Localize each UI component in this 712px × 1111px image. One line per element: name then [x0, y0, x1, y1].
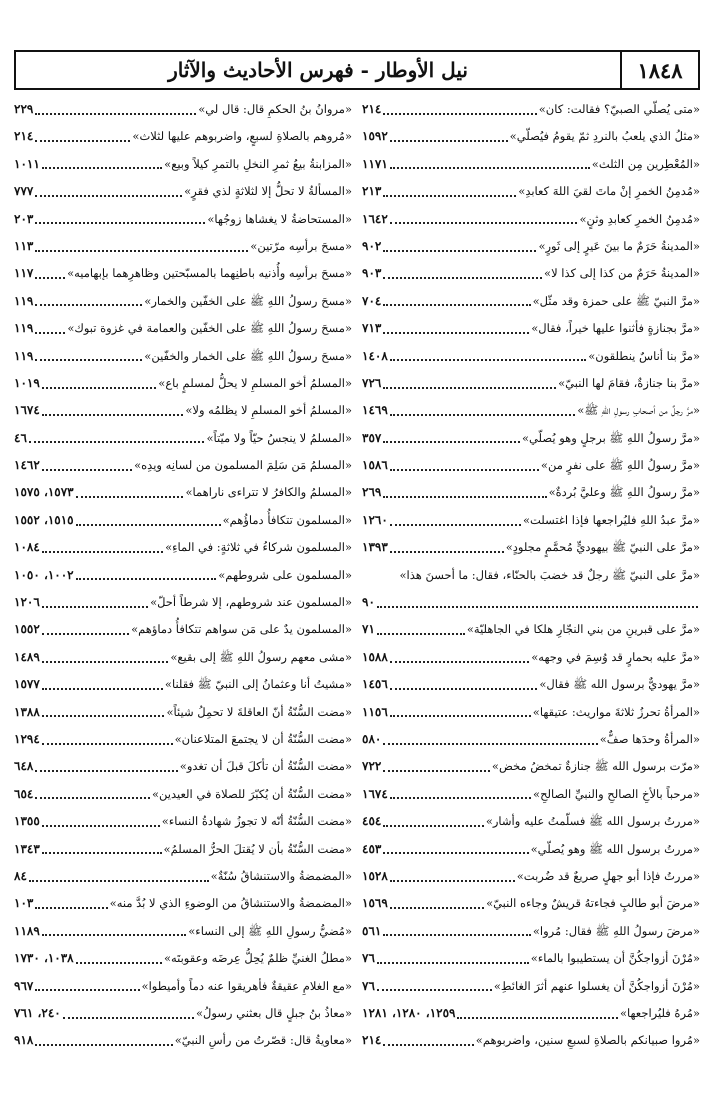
leader-dots	[383, 195, 516, 197]
entry-text: «مسحَ رسولُ اللهِ ﷺ على الخمار والخفّين»	[144, 348, 352, 363]
index-entry	[14, 945, 352, 972]
index-entry	[14, 1027, 352, 1054]
page-reference: ٧٦	[362, 951, 375, 966]
page-reference: ٧١	[362, 622, 375, 637]
index-entry	[362, 890, 700, 917]
leader-dots	[76, 496, 184, 498]
entry-text: «مُروا صبيانكم بالصلاةِ لسبعِ سنين، واضربوهم»	[475, 1033, 700, 1048]
leader-dots	[390, 551, 504, 553]
page-reference: ٤٥٤	[362, 814, 382, 829]
entry-text: «معاذُ بنُ جبلٍ قال بعثني رسولُ»	[195, 1005, 352, 1020]
entry-text: «مروانُ بنُ الحكمِ قال: قال لي»	[198, 102, 352, 116]
entry-text: «المسلمون على شروطهم»	[218, 567, 352, 582]
entry-text: «المسلمُ أخو المسلمِ لا يظلمُه ولا»	[185, 403, 352, 418]
leader-dots	[35, 907, 107, 909]
leader-dots	[35, 304, 142, 306]
index-entry	[362, 562, 700, 617]
index-entry	[362, 425, 700, 452]
leader-dots	[42, 167, 162, 169]
entry-text: «مشى معهم رسولُ اللهِ ﷺ إلى بقيع»	[170, 649, 352, 664]
page-reference: ١٤٥٦	[362, 677, 388, 692]
entry-text: «مثلُ الذي يلعبُ بالنردِ ثمّ يقومُ فيُصلّي»	[509, 129, 700, 144]
leader-dots	[390, 688, 538, 690]
page-reference: ٤٥٣	[362, 841, 382, 856]
index-entry	[14, 753, 352, 780]
page-reference: ٩٠٣	[362, 266, 382, 281]
index-entry	[362, 699, 700, 726]
leader-dots	[377, 989, 492, 991]
index-entry	[14, 452, 352, 479]
leader-dots	[383, 387, 556, 389]
entry-text: «المسلمون تتكافأُ دماؤُهم»	[222, 512, 352, 527]
entry-text: «المضمضةُ والاستنشاقُ سُنّةٌ»	[210, 868, 352, 883]
index-entry	[362, 616, 700, 643]
entry-text: «مرّت برسول الله ﷺ جنازةٌ تمخضُ مخض»	[491, 759, 700, 774]
leader-dots	[35, 140, 130, 142]
page-reference: ٣٥٧	[362, 430, 382, 445]
page-reference: ١٥٧٧	[14, 677, 40, 692]
page-header	[14, 50, 700, 90]
leader-dots	[42, 606, 148, 608]
index-columns	[14, 96, 700, 1101]
page-reference: ١٠١١	[14, 156, 40, 171]
index-entry	[14, 808, 352, 835]
entry-text: «مسحَ برأسِه مرّتين»	[250, 238, 352, 253]
index-entry	[362, 96, 700, 123]
page-reference: ١٥٨٦	[362, 458, 388, 473]
index-entry	[14, 260, 352, 287]
leader-dots	[383, 496, 546, 498]
leader-dots	[383, 825, 483, 827]
index-entry	[14, 644, 352, 671]
page-reference: ٢١٤	[14, 129, 34, 144]
page-reference: ١٠٨٤	[14, 540, 40, 555]
page-reference: ٥٨٠	[362, 732, 382, 746]
index-entry	[362, 1027, 700, 1054]
page-reference: ١١٧	[14, 266, 34, 281]
leader-dots	[377, 962, 529, 964]
index-entry	[14, 973, 352, 1000]
page-reference: ١٥٩٢	[362, 129, 388, 144]
leader-dots	[383, 304, 530, 306]
index-entry	[14, 699, 352, 726]
index-entry	[362, 671, 700, 698]
entry-text: «المسلمُ والكافرُ لا تتراءى ناراهما»	[185, 485, 352, 500]
entry-text: «مُرْنَ أزواجكُنَّ أن يغسلوا عنهم أثرَ الغائطِ»	[493, 978, 700, 993]
page-reference: ١٠٣٨، ١٧٣٠	[14, 951, 74, 966]
entry-text: «مسحَ رسولُ اللهِ ﷺ على الخفّين والعمامة في غزوة تبوك»	[67, 321, 352, 336]
page-reference: ١٥٧٣، ١٥٧٥	[14, 485, 74, 500]
page-reference: ٦٥٤	[14, 786, 34, 801]
index-entry	[362, 507, 700, 534]
index-entry	[362, 781, 700, 808]
page-reference: ١٠٣	[14, 896, 34, 911]
entry-text: «مضت السُّنّةُ أنّه لا تجوزُ شهادةُ النساء»	[161, 814, 352, 829]
page-reference: ٩٠٢	[362, 238, 382, 253]
page-reference: ١٦٧٤	[362, 786, 388, 801]
index-entry	[362, 808, 700, 835]
index-entry	[362, 260, 700, 287]
leader-dots	[383, 934, 531, 936]
index-entry	[14, 178, 352, 205]
leader-dots	[42, 688, 163, 690]
entry-text: «المسلمون عند شروطهم، إلا شرطاً أحلّ»	[150, 595, 352, 610]
leader-dots	[35, 195, 182, 197]
index-entry	[14, 507, 352, 534]
leader-dots	[377, 633, 465, 635]
index-entry	[14, 589, 352, 616]
entry-text: «مضت السُّنّةُ بأن لا يُقتلَ الحرُّ المسلمُ»	[163, 841, 352, 856]
page-reference: ١٣٩٣	[362, 540, 388, 555]
leader-dots	[383, 770, 490, 772]
page-reference: ٧١٣	[362, 321, 382, 336]
leader-dots	[42, 852, 162, 854]
page-reference: ٧٢٢	[362, 759, 382, 774]
leader-dots	[42, 387, 157, 389]
leader-dots	[457, 1017, 617, 1019]
page-reference: ٢١٤	[362, 1033, 382, 1048]
index-entry	[362, 315, 700, 342]
leader-dots	[377, 606, 698, 608]
leader-dots	[390, 222, 578, 224]
entry-text: «مرَّ رسولُ اللهِ ﷺ وعليَّ بُردةٌ»	[548, 485, 700, 500]
entry-text: «المزابنةُ بيعُ ثمرِ النخلِ بالتمرِ كيلاً وبيع»	[164, 156, 352, 171]
entry-text: «مرَّ على النبيّ ﷺ رجلٌ قد خضبَ بالحنّاء، فقال: ما أحسنَ هذا»	[399, 567, 700, 582]
page-reference: ١٤٦٢	[14, 458, 40, 473]
entry-text: «مضت السُّنّةُ أن يُكبّرَ للصلاة في العيدين»	[152, 786, 352, 801]
leader-dots	[35, 113, 196, 115]
page-reference: ٩١٨	[14, 1033, 34, 1048]
entry-text: «المرأةُ وحدَها صفٌّ»	[599, 732, 700, 746]
page-reference: ١٣٤٣	[14, 841, 40, 856]
page-reference: ١٥٢٨	[362, 868, 388, 883]
entry-text: «مطلُ الغنيِّ ظلمٌ يُحِلُّ عِرضَه وعقوبتَه»	[163, 951, 352, 966]
page-reference: ٢١٤	[362, 102, 382, 116]
leader-dots	[390, 359, 586, 361]
page-reference: ٧٢٦	[362, 375, 382, 390]
entry-text: «مُدمِنُ الخمرِ كعابدِ وثنٍ»	[579, 211, 700, 226]
entry-text: «المسألةُ لا تحلُّ إلا لثلاثةٍ لذي فقرٍ»	[184, 184, 352, 199]
index-entry	[14, 671, 352, 698]
leader-dots	[35, 332, 65, 334]
page-reference: ٨٤	[14, 868, 27, 883]
entry-text: «مضت السُّنّةُ أن لا يجتمعَ المتلاعنان»	[174, 731, 352, 746]
entry-text: «المستحاضةُ لا يغشاها زوجُها»	[207, 211, 352, 226]
page-reference: ١٣٥٥	[14, 814, 40, 829]
page-reference: ٩٠	[362, 595, 375, 610]
page-reference: ٢٦٩	[362, 485, 382, 500]
entry-text: «مررتُ برسول الله ﷺ فسلّمتُ عليه وأشار»	[485, 814, 700, 829]
entry-text: «مررتُ برسول الله ﷺ وهو يُصلّي»	[530, 841, 700, 856]
page-reference: ٧٠٤	[362, 293, 382, 308]
entry-text: «مُدمِنُ الخمرِ إنْ ماتَ لقيَ اللهَ كعابدِ»	[518, 184, 700, 199]
entry-text: «مع الغلامِ عقيقةٌ فأهريقوا عنه دماً وأميطوا»	[141, 978, 352, 993]
page-reference: ٩٦٧	[14, 978, 34, 993]
index-entry	[14, 781, 352, 808]
leader-dots	[42, 414, 184, 416]
page-reference: ١٠٠٢، ١٠٥٠	[14, 567, 74, 582]
entry-text: «مُرهُ فليُراجعها»	[619, 1005, 700, 1020]
leader-dots	[42, 715, 165, 717]
entry-text: «مرَّ عبدُ اللهِ فليُراجعها فإذا اغتسلت»	[522, 512, 700, 527]
entry-text: «المدينةُ حَرَمٌ من كذا إلى كذا لا»	[544, 266, 700, 281]
entry-text: «المسلمُ مَن سَلِمَ المسلمون من لسانِه ويدِه»	[134, 458, 352, 473]
leader-dots	[42, 743, 173, 745]
entry-text: «مرضَ أبو طالبٍ فجاءتهُ قريشٌ وجاءه النبيّ»	[486, 896, 700, 911]
page-reference: ٢٠٣	[14, 211, 34, 226]
index-entry	[14, 1000, 352, 1027]
leader-dots	[390, 715, 531, 717]
index-entry	[362, 1000, 700, 1027]
entry-text: «المسلمُ لا ينجسُ حيّاً ولا ميّتاً»	[206, 430, 352, 445]
page-reference: ١٢٦٠	[362, 512, 388, 527]
running-title: نيل الأوطار - فهرس الأحاديث والآثار	[168, 58, 468, 82]
entry-text: «مرَّ بنا أناسٌ ينطلقون»	[588, 348, 700, 363]
leader-dots	[29, 441, 205, 443]
index-entry	[14, 616, 352, 643]
entry-text: «مرَّ بجنازةٍ فأثنوا عليها خيراً، فقال»	[531, 321, 700, 336]
leader-dots	[390, 167, 590, 169]
page-reference: ١٤٨٩	[14, 649, 40, 664]
leader-dots	[383, 743, 597, 745]
entry-text: «مرَّ على قبرينِ من بني النجّارِ هلكا في الجاهليّة»	[466, 622, 700, 637]
index-entry	[362, 233, 700, 260]
leader-dots	[383, 852, 528, 854]
leader-dots	[383, 1044, 473, 1046]
leader-dots	[390, 524, 521, 526]
entry-text: «مرَّ رسولُ اللهِ ﷺ على نفرٍ من»	[540, 458, 700, 473]
index-entry	[362, 151, 700, 178]
index-entry	[14, 315, 352, 342]
leader-dots	[383, 332, 529, 334]
leader-dots	[383, 441, 520, 443]
leader-dots	[42, 661, 169, 663]
leader-dots	[35, 770, 177, 772]
index-entry	[14, 425, 352, 452]
entry-text: «المرأةُ تحرزُ ثلاثةَ مواريث: عتيقها»	[532, 704, 700, 719]
page-number: ١٨٤٨	[620, 52, 698, 88]
leader-dots	[390, 140, 508, 142]
index-entry	[14, 397, 352, 424]
leader-dots	[29, 880, 209, 882]
entry-text: «مسحَ برأسِه وأُذنيه باطنِهما بالمسبّحتين وظاهرِهما بإبهاميه»	[67, 266, 352, 281]
page-reference: ٢١٣	[362, 184, 382, 199]
page-reference: ١١٣	[14, 238, 34, 253]
entry-text: «مُروهم بالصلاةِ لسبعٍ، واضربوهم عليها لثلاث»	[132, 129, 352, 144]
entry-text: «مرَّ بنا جنازةٌ، فقامَ لها النبيّ»	[558, 375, 700, 390]
page-reference: ١٢٥٩، ١٢٨٠، ١٢٨١	[362, 1005, 456, 1020]
page-reference: ٤٦	[14, 430, 27, 445]
page-reference: ١٥٦٩	[362, 896, 388, 911]
page-reference: ١٦٧٤	[14, 403, 40, 418]
index-entry	[14, 233, 352, 260]
entry-text: «المُعْطِرين مِن الثلث»	[591, 156, 700, 171]
page-reference: ١٣٨٨	[14, 704, 40, 719]
index-entry	[362, 918, 700, 945]
page-reference: ٢٤٠، ٧٦١	[14, 1005, 61, 1020]
index-entry	[14, 370, 352, 397]
index-entry	[14, 123, 352, 150]
leader-dots	[42, 633, 129, 635]
leader-dots	[390, 880, 515, 882]
leader-dots	[390, 414, 576, 416]
leader-dots	[390, 907, 484, 909]
leader-dots	[383, 250, 536, 252]
index-entry	[362, 370, 700, 397]
entry-text: «مشيتُ أنا وعثمانُ إلى النبيّ ﷺ فقلنا»	[164, 677, 352, 692]
page-reference: ١٢٩٤	[14, 731, 40, 746]
entry-text: «مرَّ على النبيّ ﷺ بيهوديٍّ مُحمَّمٍ مجلودٍ»	[505, 540, 700, 555]
entry-text: «المسلمون شركاءُ في ثلاثةٍ: في الماءِ»	[165, 540, 352, 555]
page-reference: ١١٧١	[362, 156, 388, 171]
leader-dots	[42, 469, 132, 471]
index-entry	[14, 863, 352, 890]
entry-text: «المضمضةُ والاستنشاقُ من الوضوءِ الذي لا بُدَّ منه»	[109, 896, 352, 911]
page-reference: ١١٩	[14, 293, 34, 308]
left-column	[14, 96, 352, 1101]
page-reference: ١٤٦٩	[362, 403, 388, 418]
index-entry	[14, 836, 352, 863]
index-entry	[362, 452, 700, 479]
leader-dots	[35, 277, 65, 279]
entry-text: «مضت السُّنّةُ أن تأكلَ قبلَ أن تغدو»	[179, 759, 352, 774]
leader-dots	[42, 934, 186, 936]
leader-dots	[390, 661, 529, 663]
index-entry	[362, 945, 700, 972]
index-entry	[362, 178, 700, 205]
page-reference: ١٥٥٢	[14, 622, 40, 637]
index-entry	[362, 479, 700, 506]
leader-dots	[42, 551, 163, 553]
page-reference: ١١٩	[14, 321, 34, 336]
index-entry	[14, 206, 352, 233]
page-reference: ١١٩	[14, 348, 34, 363]
leader-dots	[390, 469, 539, 471]
entry-text: «معاويةُ قال: قصّرتُ من رأسِ النبيّ»	[174, 1033, 352, 1048]
entry-text: «مررتُ فإذا أبو جهلٍ صريعٌ قد ضُربت»	[516, 868, 700, 883]
entry-text: «متى يُصلّي الصبيّ؟ فقالت: كان»	[538, 102, 700, 116]
page-reference: ١١٨٩	[14, 923, 40, 938]
index-entry	[14, 726, 352, 753]
page-reference: ٧٧٧	[14, 184, 34, 199]
entry-text: «مرَّ رجلٌ من أصحابِ رسولِ اللهِ ﷺ»	[577, 403, 700, 418]
leader-dots	[383, 277, 542, 279]
entry-text: «مرضَ رسولُ اللهِ ﷺ فقال: مُروا»	[532, 923, 700, 938]
entry-text: «مُرْنَ أزواجكُنَّ أن يستطيبوا بالماء»	[530, 951, 700, 966]
entry-text: «المسلمون يدٌ على مَن سواهم تتكافأُ دماؤهم»	[131, 622, 352, 637]
entry-text: «مرحباً بالأخِ الصالحِ والنبيِّ الصالحِ»	[533, 786, 700, 801]
index-entry	[362, 863, 700, 890]
index-entry	[14, 151, 352, 178]
page-reference: ١٤٠٨	[362, 348, 388, 363]
page-reference: ١٢٠٦	[14, 595, 40, 610]
index-entry	[362, 206, 700, 233]
index-entry	[14, 288, 352, 315]
index-entry	[362, 753, 700, 780]
entry-text: «مُضيُّ رسولِ اللهِ ﷺ إلى النساء»	[188, 923, 352, 938]
page-reference: ٦٤٨	[14, 759, 34, 774]
entry-text: «مرَّ يهوديٌّ برسول الله ﷺ فقال»	[539, 677, 700, 692]
page-reference: ٧٦	[362, 978, 375, 993]
right-column	[362, 96, 700, 1101]
entry-text: «مرَّ رسولُ اللهِ ﷺ برجلٍ وهو يُصلّي»	[521, 430, 700, 445]
page-reference: ١٦٤٢	[362, 211, 388, 226]
page-reference: ١٥١٥، ١٥٥٢	[14, 512, 74, 527]
index-entry	[14, 890, 352, 917]
leader-dots	[76, 524, 221, 526]
entry-text: «مرَّ عليه بحمارٍ قد وُسِمَ في وجهه»	[531, 649, 700, 664]
index-entry	[362, 123, 700, 150]
index-entry	[14, 479, 352, 506]
index-entry	[362, 397, 700, 424]
index-entry	[362, 836, 700, 863]
index-entry	[362, 973, 700, 1000]
index-entry	[362, 534, 700, 561]
leader-dots	[390, 797, 531, 799]
leader-dots	[35, 250, 248, 252]
index-entry	[362, 343, 700, 370]
entry-text: «مرَّ النبيّ ﷺ على حمزة وقد مثّل»	[532, 293, 700, 308]
index-entry	[14, 96, 352, 123]
page-reference: ١٠١٩	[14, 375, 40, 390]
entry-text: «المسلمُ أخو المسلمِ لا يحلُّ لمسلمٍ باع»	[158, 375, 352, 390]
leader-dots	[35, 359, 142, 361]
page-reference: ١٥٨٨	[362, 649, 388, 664]
leader-dots	[35, 989, 139, 991]
entry-text: «مضت السُّنّةُ أنّ العاقلةَ لا تحمِلُ شيئاً»	[166, 704, 352, 719]
leader-dots	[35, 1044, 172, 1046]
index-entry	[362, 644, 700, 671]
index-entry	[362, 288, 700, 315]
index-entry	[14, 343, 352, 370]
page-reference: ١١٥٦	[362, 704, 388, 719]
page-reference: ٥٦١	[362, 923, 382, 938]
leader-dots	[63, 1017, 194, 1019]
index-entry	[362, 726, 700, 753]
leader-dots	[383, 113, 536, 115]
index-entry	[14, 534, 352, 561]
index-entry	[14, 918, 352, 945]
entry-text: «المدينةُ حَرَمٌ ما بينَ عَيرٍ إلى ثَورٍ»	[538, 238, 700, 253]
page-reference: ٢٢٩	[14, 102, 34, 116]
leader-dots	[35, 222, 205, 224]
leader-dots	[42, 825, 160, 827]
leader-dots	[76, 962, 162, 964]
entry-text: «مسحَ رسولُ اللهِ ﷺ على الخفّين والخمار»	[144, 293, 352, 308]
leader-dots	[35, 797, 150, 799]
index-entry	[14, 562, 352, 589]
leader-dots	[76, 578, 217, 580]
